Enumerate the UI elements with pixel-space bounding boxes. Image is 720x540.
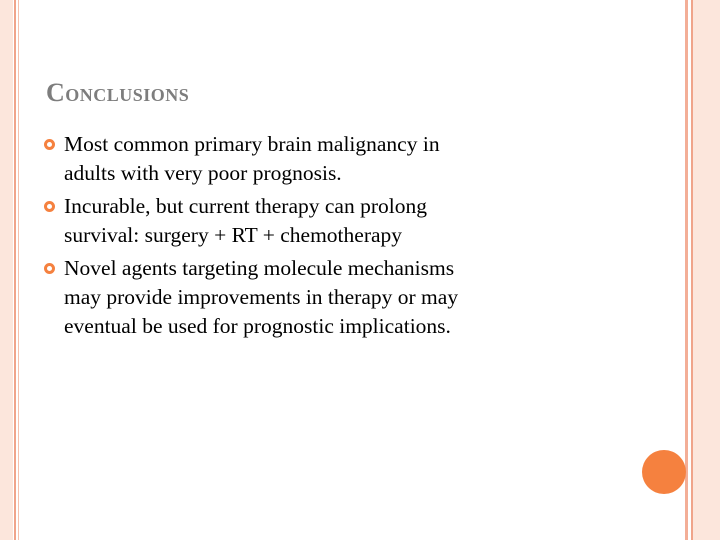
bullet-item xyxy=(44,192,644,250)
left-border-line-thin xyxy=(18,0,19,540)
bullet-item xyxy=(44,130,644,188)
left-border-band xyxy=(0,0,13,540)
bullet-text: Incurable, but current therapy can prolong survival: surgery + RT + chemotherapy xyxy=(64,194,427,247)
left-border-line xyxy=(14,0,16,540)
ring-bullet-icon xyxy=(44,139,55,150)
bullet-text: Novel agents targeting molecule mechanisms may provide improvements in therapy or may eventual be used for prognostic implications. xyxy=(64,256,459,338)
orange-circle-icon xyxy=(642,450,686,494)
bullet-text: Most common primary brain malignancy in adults with very poor prognosis. xyxy=(64,132,440,185)
bullet-item xyxy=(44,254,644,341)
slide-title: Conclusions xyxy=(46,78,190,107)
ring-bullet-icon xyxy=(44,263,55,274)
right-border-band xyxy=(693,0,720,540)
bullet-list xyxy=(44,130,644,345)
ring-bullet-icon xyxy=(44,201,55,212)
